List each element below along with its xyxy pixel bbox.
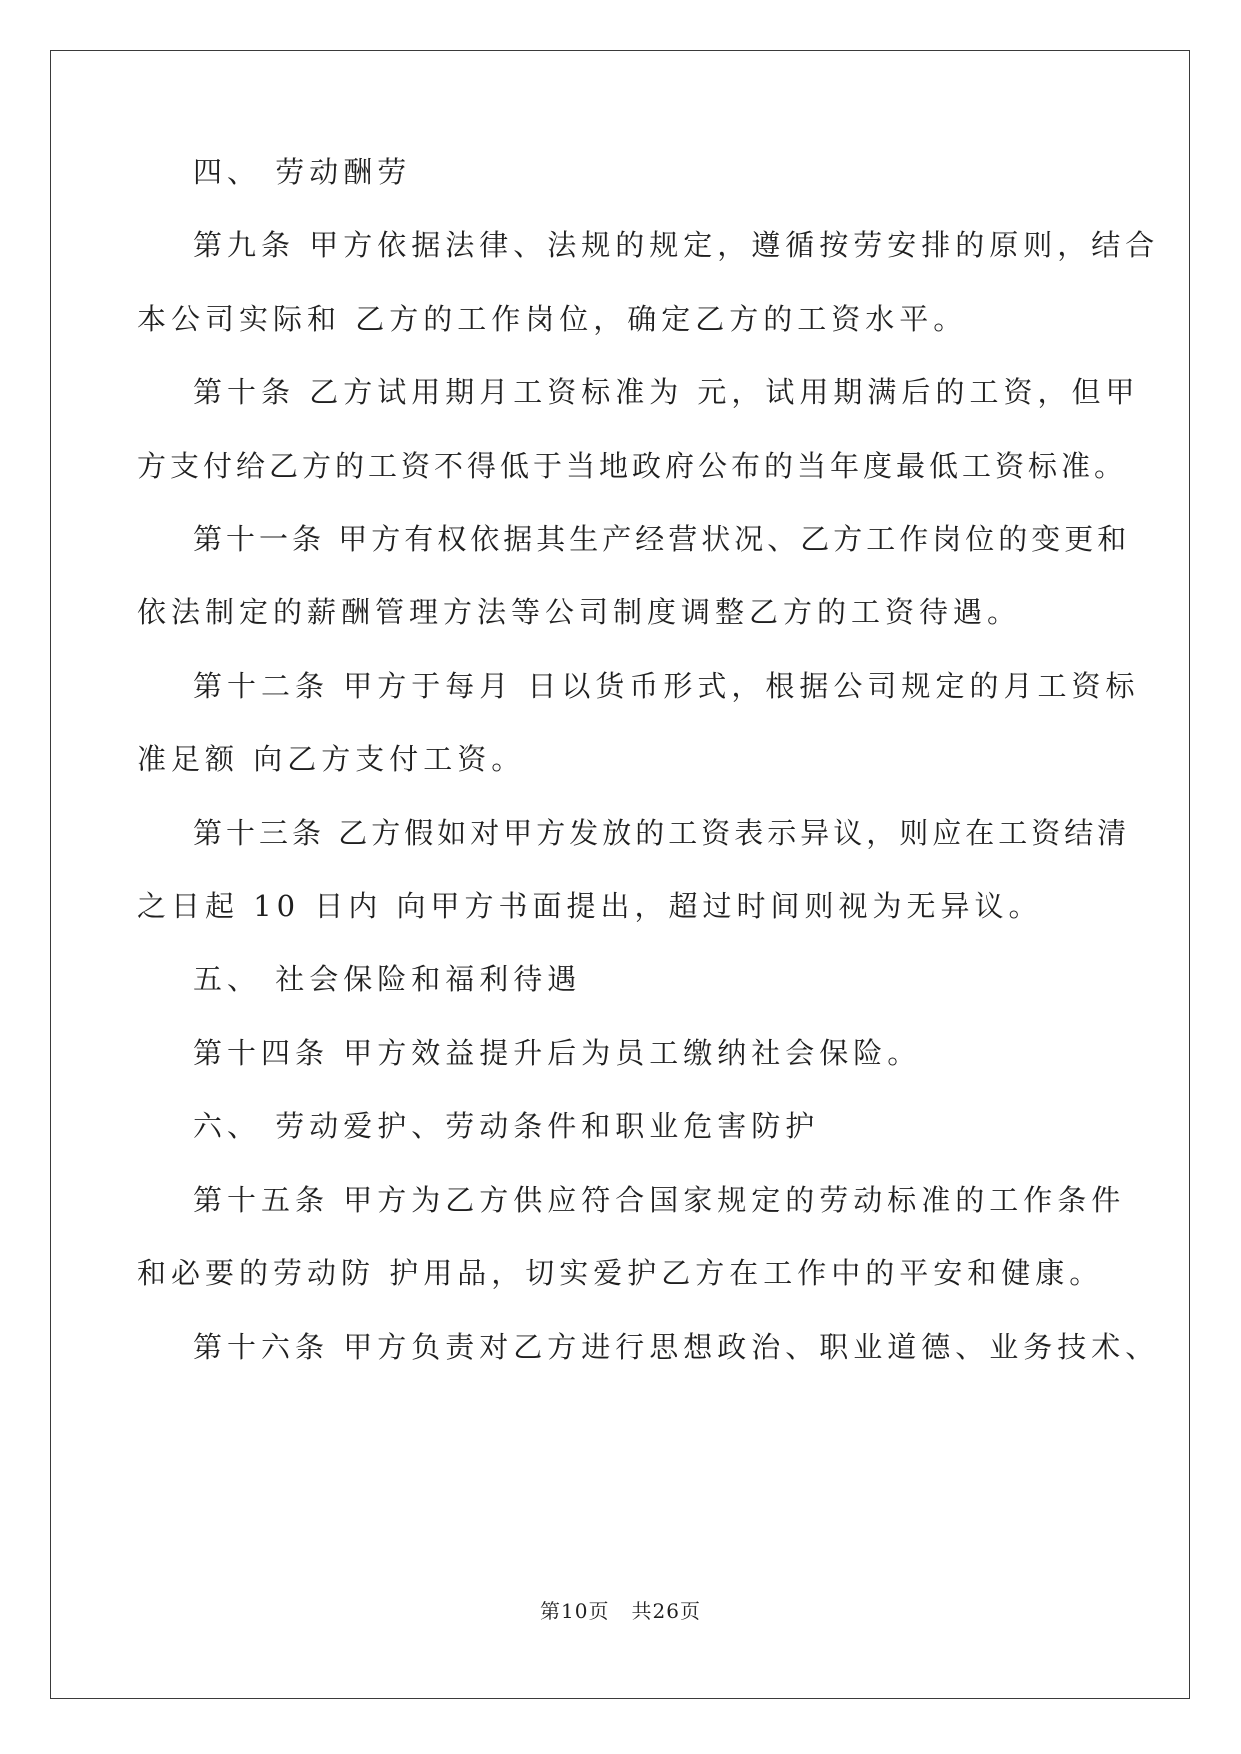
article-16-line-1: 第十六条 甲方负责对乙方进行思想政治、职业道德、业务技术、 — [193, 1330, 1160, 1364]
article-9-line-1: 第九条 甲方依据法律、法规的规定，遵循按劳安排的原则，结合 — [193, 228, 1160, 262]
article-10-line-2: 方支付给乙方的工资不得低于当地政府公布的当年度最低工资标准。 — [137, 449, 1128, 483]
article-10-line-1: 第十条 乙方试用期月工资标准为 元，试用期满后的工资，但甲 — [193, 375, 1140, 409]
article-12-line-1: 第十二条 甲方于每月 日以货币形式，根据公司规定的月工资标 — [193, 669, 1140, 703]
article-13-line-1: 第十三条 乙方假如对甲方发放的工资表示异议，则应在工资结清 — [193, 816, 1131, 850]
article-13-line-2: 之日起 10 日内 向甲方书面提出，超过时间则视为无异议。 — [137, 889, 1043, 923]
article-12-line-2: 准足额 向乙方支付工资。 — [137, 742, 526, 776]
article-15-line-1: 第十五条 甲方为乙方供应符合国家规定的劳动标准的工作条件 — [193, 1183, 1126, 1217]
section-heading-5: 五、 社会保险和福利待遇 — [193, 962, 582, 996]
article-11-line-1: 第十一条 甲方有权依据其生产经营状况、乙方工作岗位的变更和 — [193, 522, 1131, 556]
article-9-line-2: 本公司实际和 乙方的工作岗位，确定乙方的工资水平。 — [137, 302, 968, 336]
page-footer — [0, 1597, 1241, 1625]
current-page-indicator: 第10页 — [540, 1599, 610, 1623]
total-pages-indicator: 共26页 — [631, 1599, 701, 1623]
section-heading-6: 六、 劳动爱护、劳动条件和职业危害防护 — [193, 1109, 820, 1143]
page-border — [50, 50, 1190, 1699]
footer-spacer — [609, 1599, 631, 1623]
article-14-line-1: 第十四条 甲方效益提升后为员工缴纳社会保险。 — [193, 1036, 922, 1070]
section-heading-4: 四、 劳动酬劳 — [193, 155, 412, 189]
article-15-line-2: 和必要的劳动防 护用品，切实爱护乙方在工作中的平安和健康。 — [137, 1256, 1104, 1290]
article-11-line-2: 依法制定的薪酬管理方法等公司制度调整乙方的工资待遇。 — [137, 595, 1022, 629]
